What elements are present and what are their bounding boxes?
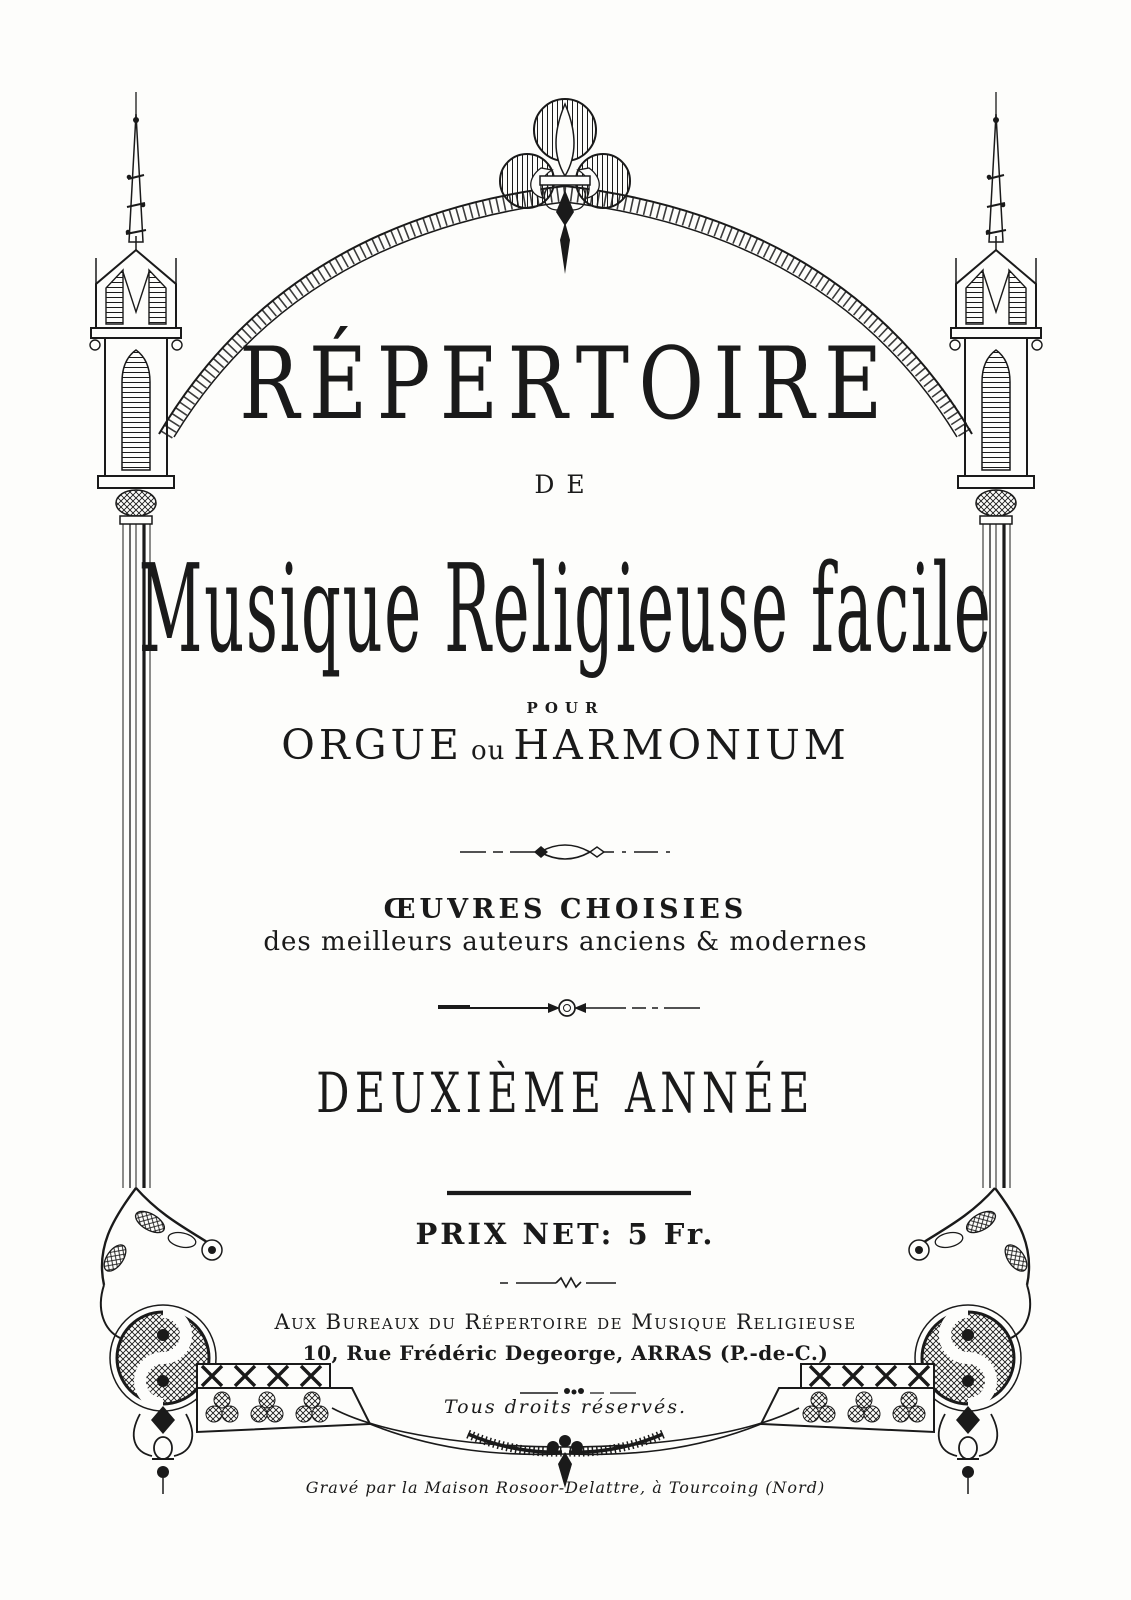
instrument-ou: ou bbox=[470, 736, 506, 766]
divider-squiggle-icon bbox=[500, 1278, 616, 1287]
pour-label: POUR bbox=[526, 699, 605, 717]
publisher-address-line1: Aux Bureaux du Répertoire de Musique Religieuse bbox=[274, 1310, 857, 1334]
instrument-orgue: ORGUE bbox=[281, 721, 463, 769]
bottom-swag bbox=[332, 1408, 799, 1488]
divider-dots-icon bbox=[520, 1388, 636, 1395]
divider-lens-icon bbox=[460, 845, 672, 859]
connector-de: DE bbox=[534, 470, 597, 499]
instruments-line bbox=[0, 721, 1131, 769]
works-subheading: des meilleurs auteurs anciens & modernes bbox=[263, 927, 868, 957]
edition-line: DEUXIÈME ANNÉE bbox=[316, 1060, 815, 1126]
divider-dot-icon bbox=[438, 1000, 700, 1016]
publisher-address-line2: 10, Rue Frédéric Degeorge, ARRAS (P.-de-C.) bbox=[302, 1341, 829, 1365]
works-heading: ŒUVRES CHOISIES bbox=[383, 894, 748, 925]
rights-notice: Tous droits réservés. bbox=[443, 1396, 688, 1418]
page-title: RÉPERTOIRE bbox=[239, 326, 892, 442]
engraver-credit: Gravé par la Maison Rosoor-Delattre, à Tourcoing (Nord) bbox=[305, 1478, 826, 1497]
page-subtitle: Musique Religieuse facile bbox=[138, 538, 993, 680]
price-line: PRIX NET: 5 Fr. bbox=[415, 1217, 716, 1251]
instrument-harmonium: HARMONIUM bbox=[513, 721, 850, 769]
